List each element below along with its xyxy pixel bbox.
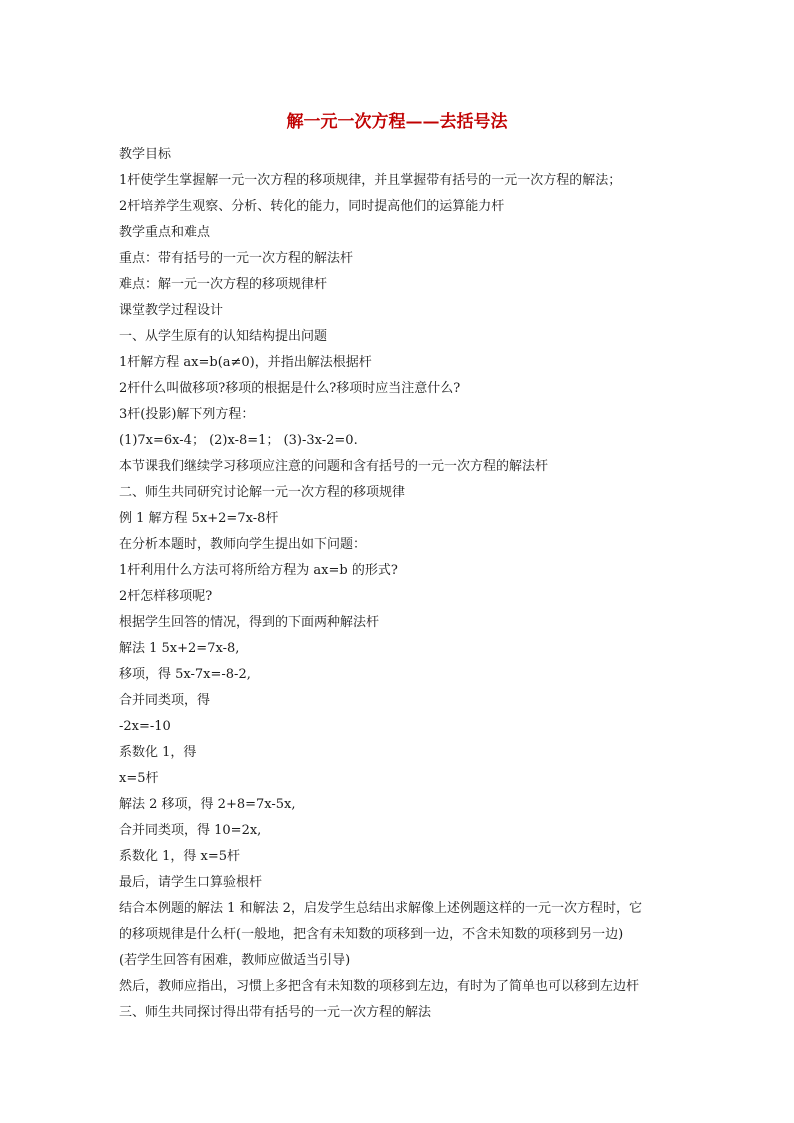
paragraph-line: 解法 2 移项，得 2+8=7x-5x,	[119, 797, 296, 812]
paragraph-line: 的移项规律是什么杆(一般地，把含有未知数的项移到一边，不含未知数的项移到另一边)	[119, 927, 624, 942]
paragraph-line: 例 1 解方程 5x+2=7x-8杆	[119, 511, 279, 526]
paragraph-line: 移项，得 5x-7x=-8-2,	[119, 667, 251, 682]
paragraph-line: 课堂教学过程设计	[119, 303, 224, 318]
paragraph-line: x=5杆	[119, 771, 159, 786]
paragraph-line: (1)7x=6x-4； (2)x-8=1； (3)-3x-2=0.	[119, 433, 358, 448]
paragraph-line: 在分析本题时，教师向学生提出如下问题：	[119, 537, 367, 552]
paragraph-line: 合并同类项，得	[119, 693, 211, 708]
document-body	[119, 142, 684, 1026]
paragraph-line: 2杆怎样移项呢?	[119, 589, 213, 604]
paragraph-line: 1杆利用什么方法可将所给方程为 ax=b 的形式?	[119, 563, 398, 578]
paragraph-line: 1杆解方程 ax=b(a≠0)，并指出解法根据杆	[119, 355, 372, 370]
paragraph-line: 2杆培养学生观察、分析、转化的能力，同时提高他们的运算能力杆	[119, 199, 505, 214]
document-title: 解一元一次方程——去括号法	[286, 112, 508, 132]
paragraph-line: (若学生回答有困难，教师应做适当引导)	[119, 953, 351, 968]
paragraph-line: 2杆什么叫做移项?移项的根据是什么?移项时应当注意什么?	[119, 381, 461, 396]
paragraph-line: 系数化 1，得 x=5杆	[119, 849, 241, 864]
paragraph-line: 重点：带有括号的一元一次方程的解法杆	[119, 251, 354, 266]
paragraph-line: 教学重点和难点	[119, 225, 211, 240]
paragraph-line: 难点：解一元一次方程的移项规律杆	[119, 277, 328, 292]
paragraph-line: 1杆使学生掌握解一元一次方程的移项规律，并且掌握带有括号的一元一次方程的解法；	[119, 173, 622, 188]
paragraph-line: 二、师生共同研究讨论解一元一次方程的移项规律	[119, 485, 406, 500]
paragraph-line: 合并同类项，得 10=2x,	[119, 823, 262, 838]
paragraph-line: 教学目标	[119, 147, 172, 162]
paragraph-line: 最后，请学生口算验根杆	[119, 875, 263, 890]
paragraph-line: 3杆(投影)解下列方程：	[119, 407, 255, 422]
paragraph-line: 一、从学生原有的认知结构提出问题	[119, 329, 328, 344]
paragraph-line: 然后，教师应指出，习惯上多把含有未知数的项移到左边，有时为了简单也可以移到左边杆	[119, 979, 640, 994]
paragraph-line: 解法 1 5x+2=7x-8,	[119, 641, 240, 656]
paragraph-line: -2x=-10	[119, 719, 171, 734]
paragraph-line: 本节课我们继续学习移项应注意的问题和含有括号的一元一次方程的解法杆	[119, 459, 549, 474]
paragraph-line: 根据学生回答的情况，得到的下面两种解法杆	[119, 615, 380, 630]
paragraph-line: 系数化 1，得	[119, 745, 197, 760]
paragraph-line: 三、师生共同探讨得出带有括号的一元一次方程的解法	[119, 1005, 432, 1020]
paragraph-line: 结合本例题的解法 1 和解法 2，启发学生总结出求解像上述例题这样的一元一次方程时，它	[119, 901, 642, 916]
